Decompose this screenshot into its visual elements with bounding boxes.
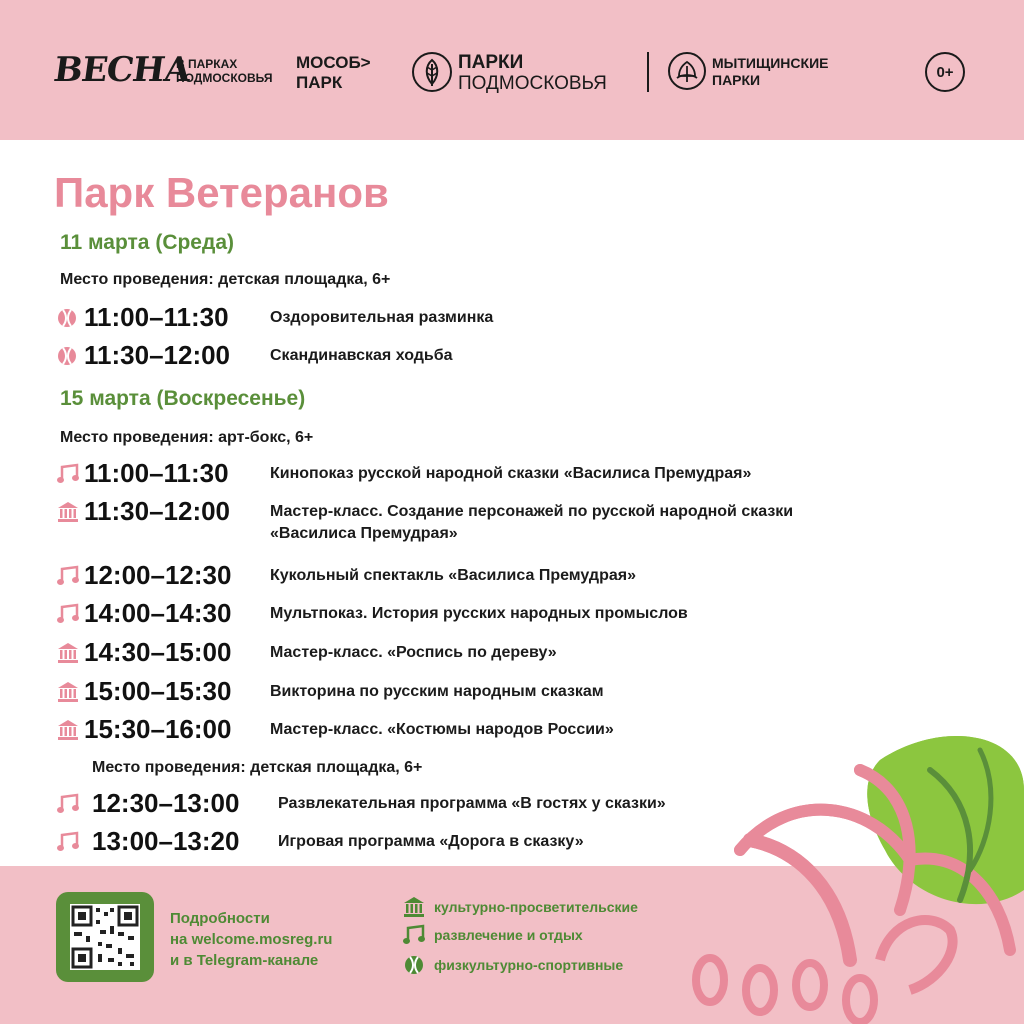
event-description: Мастер-класс. «Роспись по дереву» xyxy=(270,644,557,661)
venue-label-1: Место проведения: детская площадка, 6+ xyxy=(60,271,391,288)
date-heading-2: 15 марта (Воскресенье) xyxy=(60,387,306,410)
music-note-icon xyxy=(56,830,92,854)
age-rating-badge: 0+ xyxy=(925,52,965,92)
event-row xyxy=(56,340,453,370)
event-time: 11:00–11:30 xyxy=(84,302,229,332)
tree-icon xyxy=(668,52,706,90)
event-description: Кукольный спектакль «Василиса Премудрая» xyxy=(270,567,636,584)
event-time: 14:30–15:00 xyxy=(84,637,232,667)
music-note-icon xyxy=(56,462,84,486)
event-description: Мастер-класс. Создание персонажей по русской народной сказки «Василиса Премудрая» xyxy=(270,503,794,542)
museum-icon xyxy=(402,896,426,918)
event-description: Скандинавская ходьба xyxy=(270,347,453,364)
mosobpark-logo[interactable]: МОСОБ> ПАРК xyxy=(296,53,371,92)
parki-podmoskovya-logo[interactable] xyxy=(458,52,607,94)
event-row xyxy=(56,788,666,818)
legend-label: развлечение и отдых xyxy=(434,927,583,943)
event-time: 13:00–13:20 xyxy=(92,826,240,856)
event-row xyxy=(56,676,604,706)
event-description: Кинопоказ русской народной сказки «Василиса Премудрая» xyxy=(270,465,752,482)
event-time: 12:00–12:30 xyxy=(84,560,232,590)
music-note-icon xyxy=(56,602,84,626)
event-description: Развлекательная программа «В гостях у сказки» xyxy=(278,795,666,812)
museum-icon xyxy=(56,718,84,742)
event-description: Мастер-класс. «Костюмы народов России» xyxy=(270,721,614,738)
museum-icon xyxy=(56,641,84,665)
details-text: Подробности на welcome.mosreg.ru и в Telegram-канале xyxy=(170,910,333,969)
event-time: 15:00–15:30 xyxy=(84,676,232,706)
event-row xyxy=(56,826,584,856)
event-row xyxy=(56,496,793,545)
leaf-icon xyxy=(412,52,452,92)
event-description: Мультпоказ. История русских народных промыслов xyxy=(270,605,688,622)
legend-label: физкультурно-спортивные xyxy=(434,957,624,973)
event-row xyxy=(56,714,614,744)
ball-icon xyxy=(56,344,84,368)
ball-icon xyxy=(402,954,426,976)
legend-item-sport xyxy=(402,954,623,976)
event-time: 11:00–11:30 xyxy=(84,458,229,488)
music-note-icon xyxy=(56,564,84,588)
ball-icon xyxy=(56,306,84,330)
event-description: Викторина по русским народным сказкам xyxy=(270,683,604,700)
date-heading-1: 11 марта (Среда) xyxy=(60,231,234,254)
venue-label-3: Место проведения: детская площадка, 6+ xyxy=(92,759,423,776)
page-title: Парк Ветеранов xyxy=(54,169,389,216)
event-time: 11:30–12:00 xyxy=(84,340,231,370)
event-time: 15:30–16:00 xyxy=(84,714,232,744)
header-divider xyxy=(647,52,649,92)
museum-icon xyxy=(56,680,84,704)
qr-code[interactable] xyxy=(56,892,154,982)
event-row xyxy=(56,598,688,628)
event-description: Оздоровительная разминка xyxy=(270,309,494,326)
event-row xyxy=(56,302,493,332)
header-band xyxy=(0,0,1024,140)
event-row xyxy=(56,458,751,488)
event-row xyxy=(56,560,636,590)
legend-item-entertainment xyxy=(402,924,583,946)
event-time: 14:00–14:30 xyxy=(84,598,232,628)
event-row xyxy=(56,637,557,667)
vesna-subtitle: В ПАРКАХ ПОДМОСКОВЬЯ xyxy=(176,57,273,85)
mytishchi-parks-logo[interactable]: МЫТИЩИНСКИЕ ПАРКИ xyxy=(712,55,829,88)
music-note-icon xyxy=(402,924,426,946)
museum-icon xyxy=(56,500,84,524)
parki-line1: ПАРКИ xyxy=(458,52,524,73)
legend-item-cultural xyxy=(402,896,638,918)
venue-label-2: Место проведения: арт-бокс, 6+ xyxy=(60,429,314,446)
parki-line2: ПОДМОСКОВЬЯ xyxy=(458,73,607,94)
vesna-logo[interactable]: ВЕСНА xyxy=(51,50,194,90)
event-time: 11:30–12:00 xyxy=(84,496,231,526)
event-description: Игровая программа «Дорога в сказку» xyxy=(278,833,584,850)
legend-label: культурно-просветительские xyxy=(434,899,638,915)
music-note-icon xyxy=(56,792,92,816)
qr-code-pattern xyxy=(70,904,140,970)
event-time: 12:30–13:00 xyxy=(92,788,240,818)
